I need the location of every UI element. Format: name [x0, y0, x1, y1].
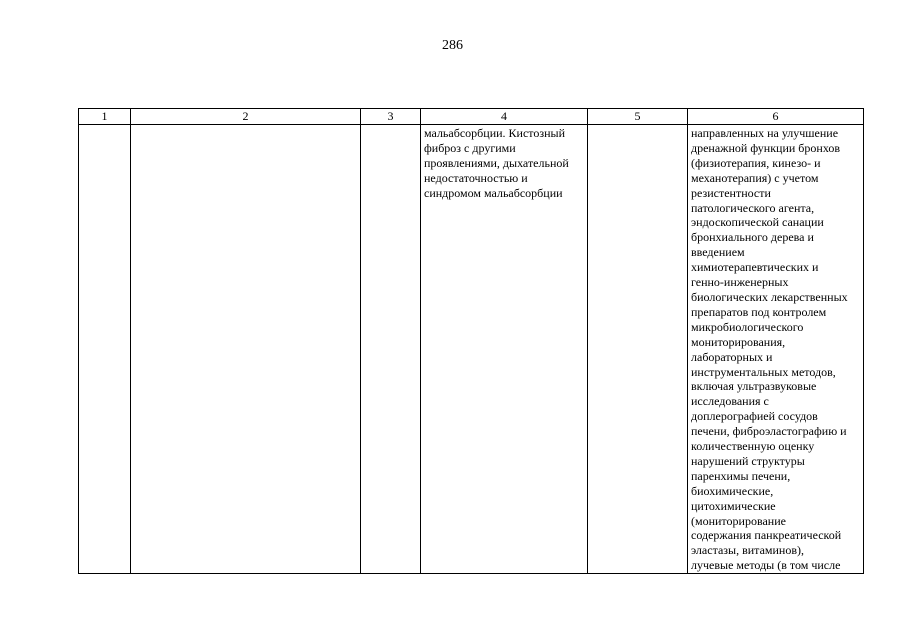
table-cell-4: [421, 125, 588, 574]
column-header-6: 6: [688, 109, 864, 125]
cell-text-3: [361, 125, 420, 126]
column-header-1: 1: [79, 109, 131, 125]
page-number: 286: [442, 38, 463, 53]
cell-text-2: [131, 125, 360, 126]
table-cell-3: [361, 125, 421, 574]
table-row: [79, 125, 864, 574]
table-cell-5: [588, 125, 688, 574]
table-cell-1: [79, 125, 131, 574]
table-cell-6: [688, 125, 864, 574]
cell-text-4: мальабсорбции. Кистозный фиброз с другими проявлениями, дыхательной недостаточностью и синдромом мальабсорбции: [424, 126, 569, 200]
column-header-2: 2: [131, 109, 361, 125]
table-cell-2: [131, 125, 361, 574]
document-table: [78, 108, 864, 574]
cell-text-5: [588, 125, 687, 126]
column-header-5: 5: [588, 109, 688, 125]
cell-text-1: [79, 125, 130, 126]
column-header-3: 3: [361, 109, 421, 125]
table-header-row: [79, 109, 864, 125]
column-header-4: 4: [421, 109, 588, 125]
cell-text-6: направленных на улучшение дренажной функции бронхов (физиотерапия, кинезо- и механотерапия) с учетом резистентности патологического агента, эндоскопической санации бронхиального дерева и введением химиотерапевтических и генно-инженерных биологических лекарственных препаратов под контролем микробиологического мониторирования, лабораторных и инструментальных методов, включая ультразвуковые исследования с доплерографией сосудов печени, фиброэластографию и количественную оценку нарушений структуры паренхимы печени, биохимические, цитохимические (мониторирование содержания панкреатической эластазы, витаминов), лучевые методы (в том числе: [691, 126, 848, 573]
